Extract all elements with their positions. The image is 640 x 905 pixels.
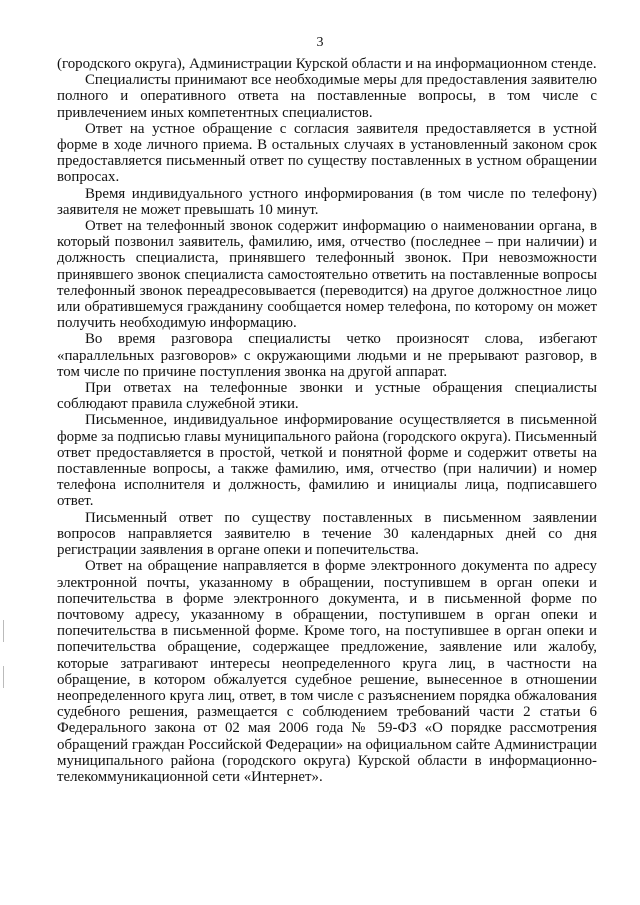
paragraph: Время индивидуального устного информирования (в том числе по телефону) заявителя не может превышать 10 минут.	[57, 185, 597, 218]
paragraph: Во время разговора специалисты четко произносят слова, избегают «параллельных разговоров» с окружающими людьми и не прерывают разговор, в том числе по причине поступления звонка на другой аппарат.	[57, 331, 597, 380]
paragraph: Специалисты принимают все необходимые меры для предоставления заявителю полного и оперативного ответа на поставленные вопросы, в том числе с привлечением иных компетентных специалистов.	[57, 72, 597, 121]
paragraph: Письменный ответ по существу поставленных в письменном заявлении вопросов направляется заявителю в течение 30 календарных дней со дня регистрации заявления в органе опеки и попечительства.	[57, 509, 597, 559]
document-body	[57, 56, 597, 785]
scan-margin-mark	[3, 620, 4, 642]
page-number: 3	[316, 35, 324, 50]
paragraph: При ответах на телефонные звонки и устные обращения специалисты соблюдают правила служебной этики.	[57, 380, 597, 413]
paragraph: Письменное, индивидуальное информирование осуществляется в письменной форме за подписью главы муниципального района (городского округа). Письменный ответ предоставляется в простой, четкой и понятной форме и содержит ответы на поставленные вопросы, а также фамилию, имя, отчество (при наличии) и номер телефона исполнителя и должность, фамилию и инициалы лица, подписавшего ответ.	[57, 412, 597, 510]
paragraph: Ответ на устное обращение с согласия заявителя предоставляется в устной форме в ходе личного приема. В остальных случаях в установленный законом срок предоставляется письменный ответ по существу поставленных в устном обращении вопросах.	[57, 120, 597, 186]
paragraph: Ответ на телефонный звонок содержит информацию о наименовании органа, в который позвонил заявитель, фамилию, имя, отчество (последнее – при наличии) и должность специалиста, принявшего телефонный звонок. При невозможности принявшего звонок специалиста самостоятельно ответить на поставленные вопросы телефонный звонок переадресовывается (переводится) на другое должностное лицо или обратившемуся гражданину сообщается номер телефона, по которому он может получить необходимую информацию.	[57, 218, 597, 332]
scan-margin-mark	[3, 666, 4, 688]
paragraph: (городского округа), Администрации Курской области и на информационном стенде.	[57, 56, 597, 72]
paragraph: Ответ на обращение направляется в форме электронного документа по адресу электронной почты, указанному в обращении, поступившем в орган опеки и попечительства в форме электронного документа, и в письменной форме по почтовому адресу, указанному в обращении, поступившем в орган опеки и попечительства в письменной форме. Кроме того, на поступившее в орган опеки и попечительства обращение, содержащее предложение, заявление или жалобу, которые затрагивают интересы неопределенного круга лиц, в частности на обращение, в котором обжалуется судебное решение, вынесенное в отношении неопределенного круга лиц, ответ, в том числе с разъяснением порядка обжалования судебного решения, размещается с соблюдением требований части 2 статьи 6 Федерального закона от 02 мая 2006 года № 59-ФЗ «О порядке рассмотрения обращений граждан Российской Федерации» на официальном сайте Администрации муниципального района (городского округа) Курской области в информационно-телекоммуникационной сети «Интернет».	[57, 558, 597, 785]
